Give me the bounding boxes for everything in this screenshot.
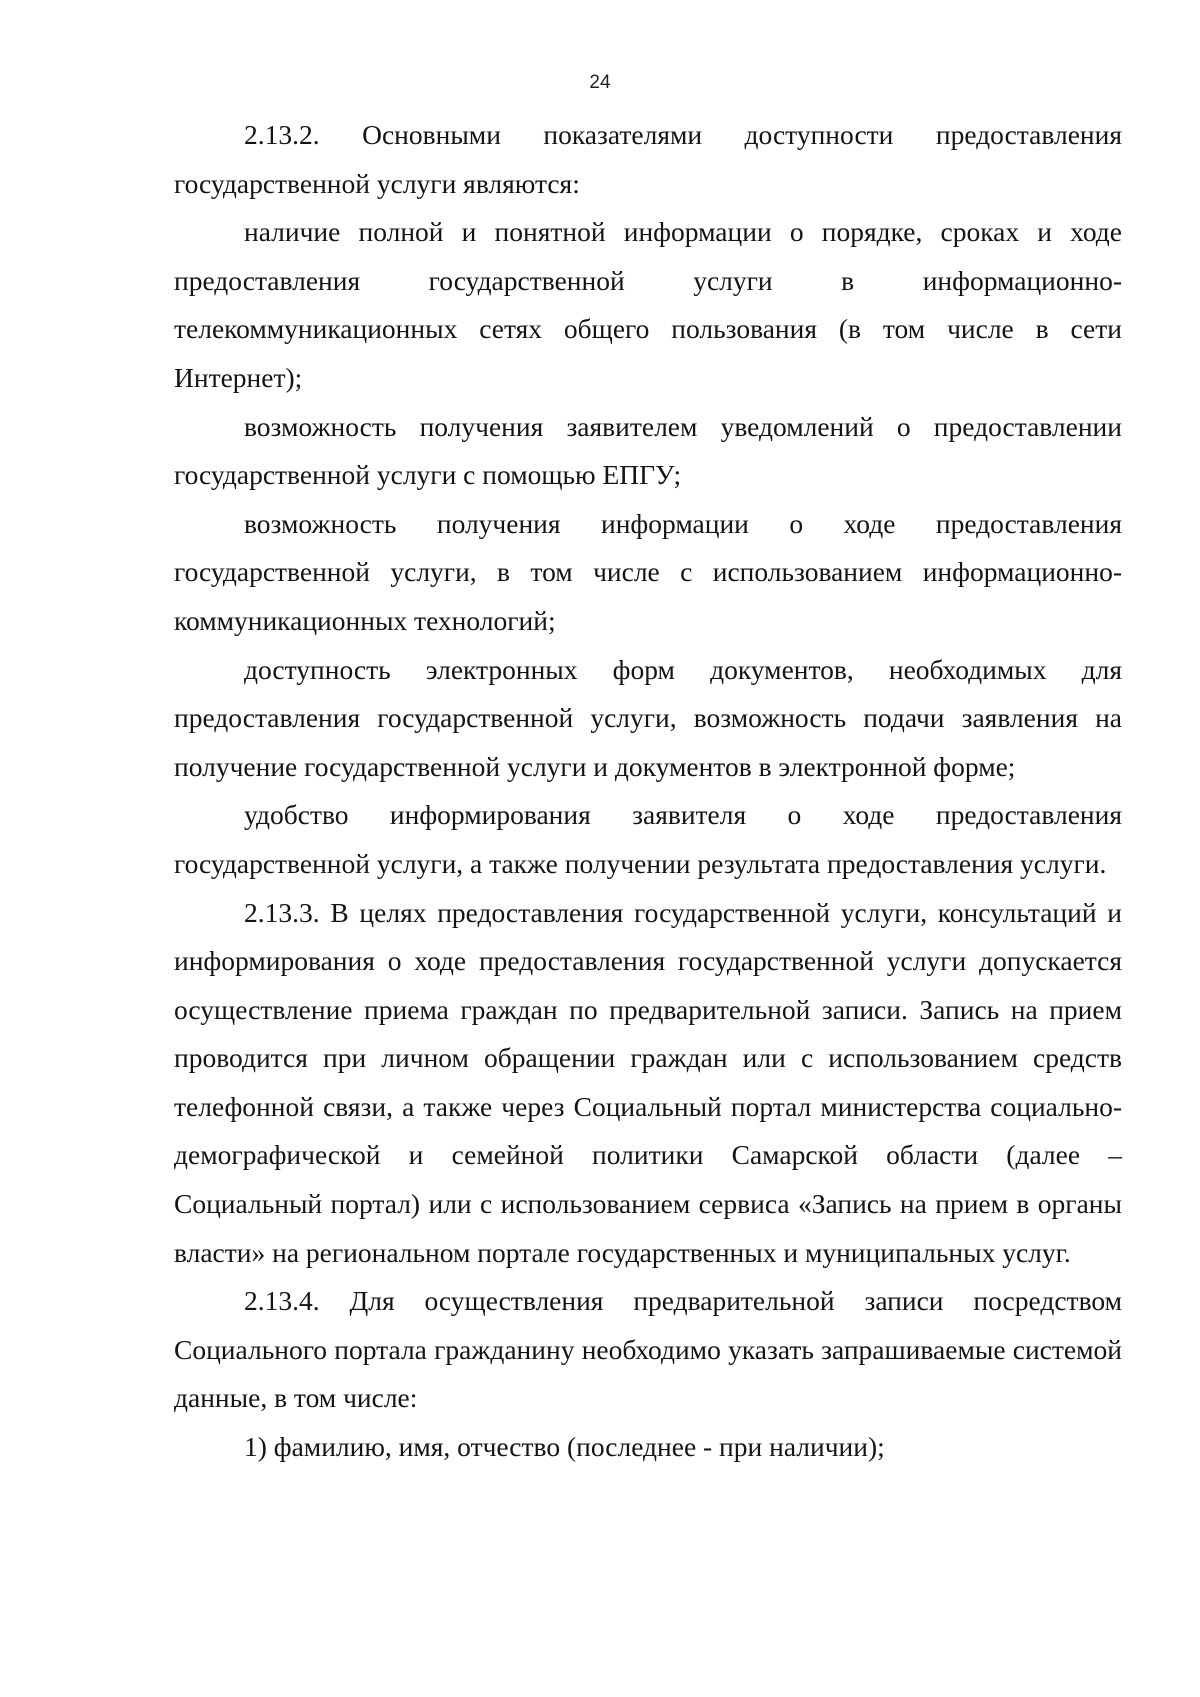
paragraph-2-13-3: 2.13.3. В целях предоставления государственной услуги, консультаций и информирования о ходе предоставления государственной услуги допускается осуществление приема граждан по предварительной записи. Запись на прием проводится при личном обращении граждан или с использованием средств телефонной связи, а также через Социальный портал министерства социально-демографической и семейной политики Самарской области (далее – Социальный портал) или с использованием сервиса «Запись на прием в органы власти» на региональном портале государственных и муниципальных услуг.	[174, 896, 1122, 1268]
paragraph-progress-info: возможность получения информации о ходе предоставления государственной услуги, в том числе с использованием информационно-коммуникационных технологий;	[174, 507, 1122, 636]
paragraph-notifications: возможность получения заявителем уведомлений о предоставлении государственной услуги с помощью ЕПГУ;	[174, 410, 1122, 491]
paragraph-electronic-forms: доступность электронных форм документов, необходимых для предоставления государственной услуги, возможность подачи заявления на получение государственной услуги и документов в электронной форме;	[174, 653, 1122, 782]
page-number: 24	[589, 72, 611, 93]
document-body	[174, 111, 1122, 1472]
paragraph-2-13-4: 2.13.4. Для осуществления предварительной записи посредством Социального портала гражданину необходимо указать запрашиваемые системой данные, в том числе:	[174, 1285, 1122, 1414]
paragraph-2-13-2: 2.13.2. Основными показателями доступности предоставления государственной услуги являются:	[174, 119, 1122, 199]
paragraph-informing-convenience: удобство информирования заявителя о ходе предоставления государственной услуги, а также получении результата предоставления услуги.	[174, 799, 1122, 879]
paragraph-info-availability: наличие полной и понятной информации о порядке, сроках и ходе предоставления государственной услуги в информационно-телекоммуникационных сетях общего пользования (в том числе в сети Интернет);	[174, 216, 1122, 393]
list-item-1: 1) фамилию, имя, отчество (последнее - при наличии);	[244, 1431, 885, 1463]
